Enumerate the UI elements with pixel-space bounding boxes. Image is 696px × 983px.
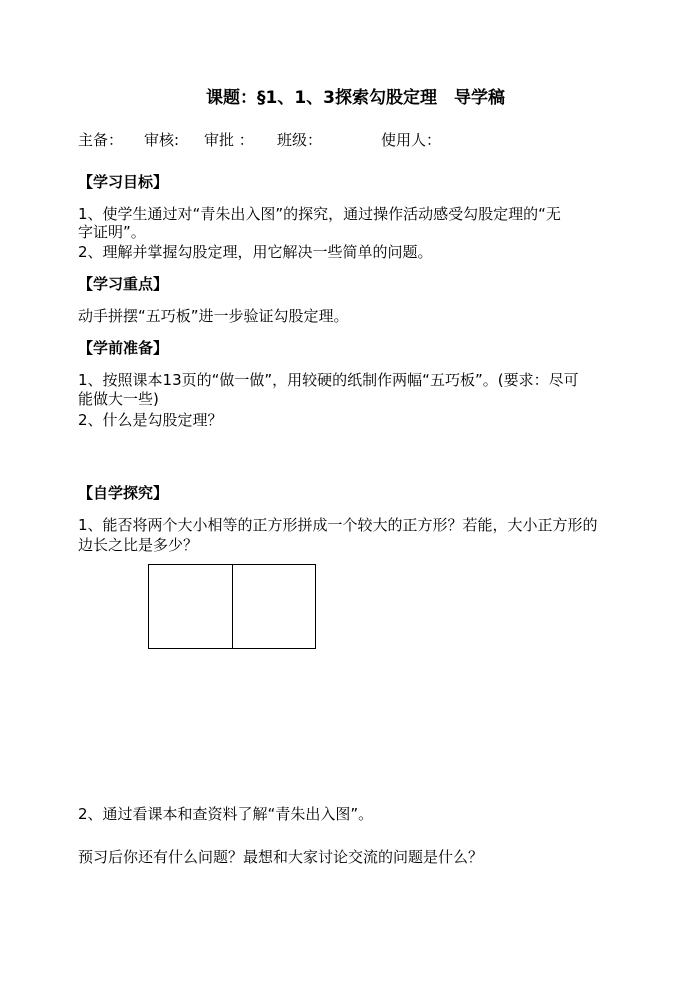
explore-q1-line-2: 边长之比是多少？	[78, 536, 199, 554]
goals-line-2: 字证明”。	[78, 223, 146, 241]
section-heading-prep: 【学前准备】	[78, 339, 169, 357]
explore-q2: 2、通过看课本和查资料了解“青朱出入图”。	[78, 805, 374, 823]
meta-shiyongren: 使用人：	[381, 131, 442, 149]
meta-shenhe: 审核:	[144, 131, 180, 149]
meta-zhubei: 主备：	[78, 131, 124, 149]
section-heading-explore: 【自学探究】	[78, 484, 169, 502]
meta-banji: 班级：	[277, 131, 323, 149]
meta-shenpi: 审批 ：	[204, 131, 254, 149]
closing-question: 预习后你还有什么问题？最想和大家讨论交流的问题是什么？	[78, 848, 484, 866]
square-right	[232, 565, 316, 648]
page-title: 课题：§1、1、3探索勾股定理 导学稿	[206, 88, 505, 108]
square-left	[149, 565, 232, 648]
goals-line-1: 1、使学生通过对“青朱出入图”的探究，通过操作活动感受勾股定理的“无	[78, 205, 561, 223]
section-heading-focus: 【学习重点】	[78, 275, 169, 293]
prep-line-3: 2、什么是勾股定理？	[78, 411, 223, 429]
prep-line-2: 能做大一些)	[78, 390, 159, 408]
two-squares-diagram	[148, 564, 316, 649]
goals-line-3: 2、理解并掌握勾股定理，用它解决一些简单的问题。	[78, 243, 433, 261]
focus-line-1: 动手拼摆“五巧板”进一步验证勾股定理。	[78, 307, 349, 325]
meta-row	[78, 130, 441, 150]
prep-line-1: 1、按照课本13页的“做一做”，用较硬的纸制作两幅“五巧板”。(要求：尽可	[78, 371, 579, 389]
section-heading-goals: 【学习目标】	[78, 173, 169, 191]
explore-q1-line-1: 1、能否将两个大小相等的正方形拼成一个较大的正方形？若能，大小正方形的	[78, 516, 598, 534]
